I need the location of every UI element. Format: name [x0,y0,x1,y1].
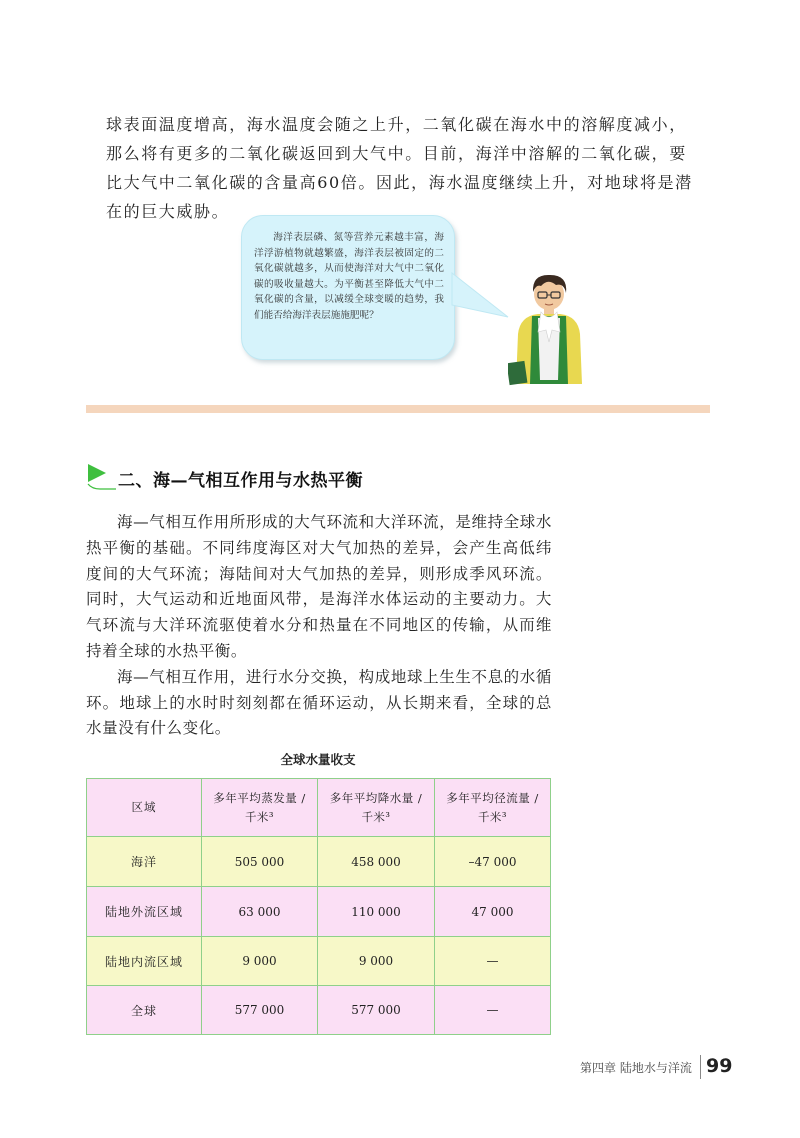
speech-bubble: 海洋表层磷、氮等营养元素越丰富，海洋浮游植物就越繁盛，海洋表层被固定的二氧化碳就越多，从而使海洋对大气中二氧化碳的吸收量越大。为平衡甚至降低大气中二氧化碳的含量，以减缓全球变暖的趋势，我们能否给海洋表层施施肥呢？ [241,215,455,360]
table-row [87,837,551,887]
water-balance-table [86,778,551,1035]
table-cell: — [435,986,551,1035]
section-title: 二、海—气相互作用与水热平衡 [118,471,363,491]
section-arrow-icon [86,462,116,490]
table-row [87,887,551,937]
table-cell: 47 000 [435,887,551,937]
header-line: 千米³ [477,809,508,824]
body-paragraph: 海—气相互作用，进行水分交换，构成地球上生生不息的水循环。地球上的水时时刻刻都在循环运动，从长期来看，全球的总水量没有什么变化。 [86,667,552,738]
page-number: 99 [706,1055,733,1077]
table-cell: 海洋 [87,837,202,887]
header-line: 多年平均降水量 / [329,790,423,805]
header-line: 多年平均蒸发量 / [213,790,306,805]
table-cell: 陆地内流区域 [87,937,202,986]
header-line: 多年平均径流量 / [446,790,539,805]
table-cell: 577 000 [202,986,318,1035]
header-evaporation [202,779,318,837]
table-row [87,937,551,986]
table-cell: 577 000 [318,986,435,1035]
table-header-row [87,779,551,837]
header-line: 区域 [131,800,157,814]
section-divider [86,405,710,413]
section-body [86,510,552,742]
header-precipitation [318,779,435,837]
table-cell: 9 000 [202,937,318,986]
body-paragraph: 海—气相互作用所形成的大气环流和大洋环流，是维持全球水热平衡的基础。不同纬度海区对大气加热的差异，会产生高低纬度间的大气环流；海陆间对大气加热的差异，则形成季风环流。同时，大气运动和近地面风带，是海洋水体运动的主要动力。大气环流与大洋环流驱使着水分和热量在不同地区的传输，从而维持着全球的水热平衡。 [86,513,552,660]
table-cell: — [435,937,551,986]
table-cell: 9 000 [318,937,435,986]
intro-paragraph: 球表面温度增高，海水温度会随之上升，二氧化碳在海水中的溶解度减小，那么将有更多的二氧化碳返回到大气中。目前，海洋中溶解的二氧化碳，要比大气中二氧化碳的含量高60倍。因此，海水温度继续上升，对地球将是潜在的巨大威胁。 [106,115,693,221]
table-row [87,986,551,1035]
table-cell: 全球 [87,986,202,1035]
header-runoff [435,779,551,837]
table-cell: –47 000 [435,837,551,887]
table-cell: 458 000 [318,837,435,887]
student-illustration-icon [508,272,590,388]
table-cell: 505 000 [202,837,318,887]
header-region [87,779,202,837]
table-cell: 110 000 [318,887,435,937]
table-title: 全球水量收支 [280,752,356,767]
footer-chapter: 第四章 陆地水与洋流 [580,1061,692,1075]
header-line: 千米³ [244,809,275,824]
header-line: 千米³ [361,809,391,824]
footer-separator [700,1055,701,1079]
table-cell: 陆地外流区域 [87,887,202,937]
speech-bubble-tail [450,265,512,325]
table-cell: 63 000 [202,887,318,937]
